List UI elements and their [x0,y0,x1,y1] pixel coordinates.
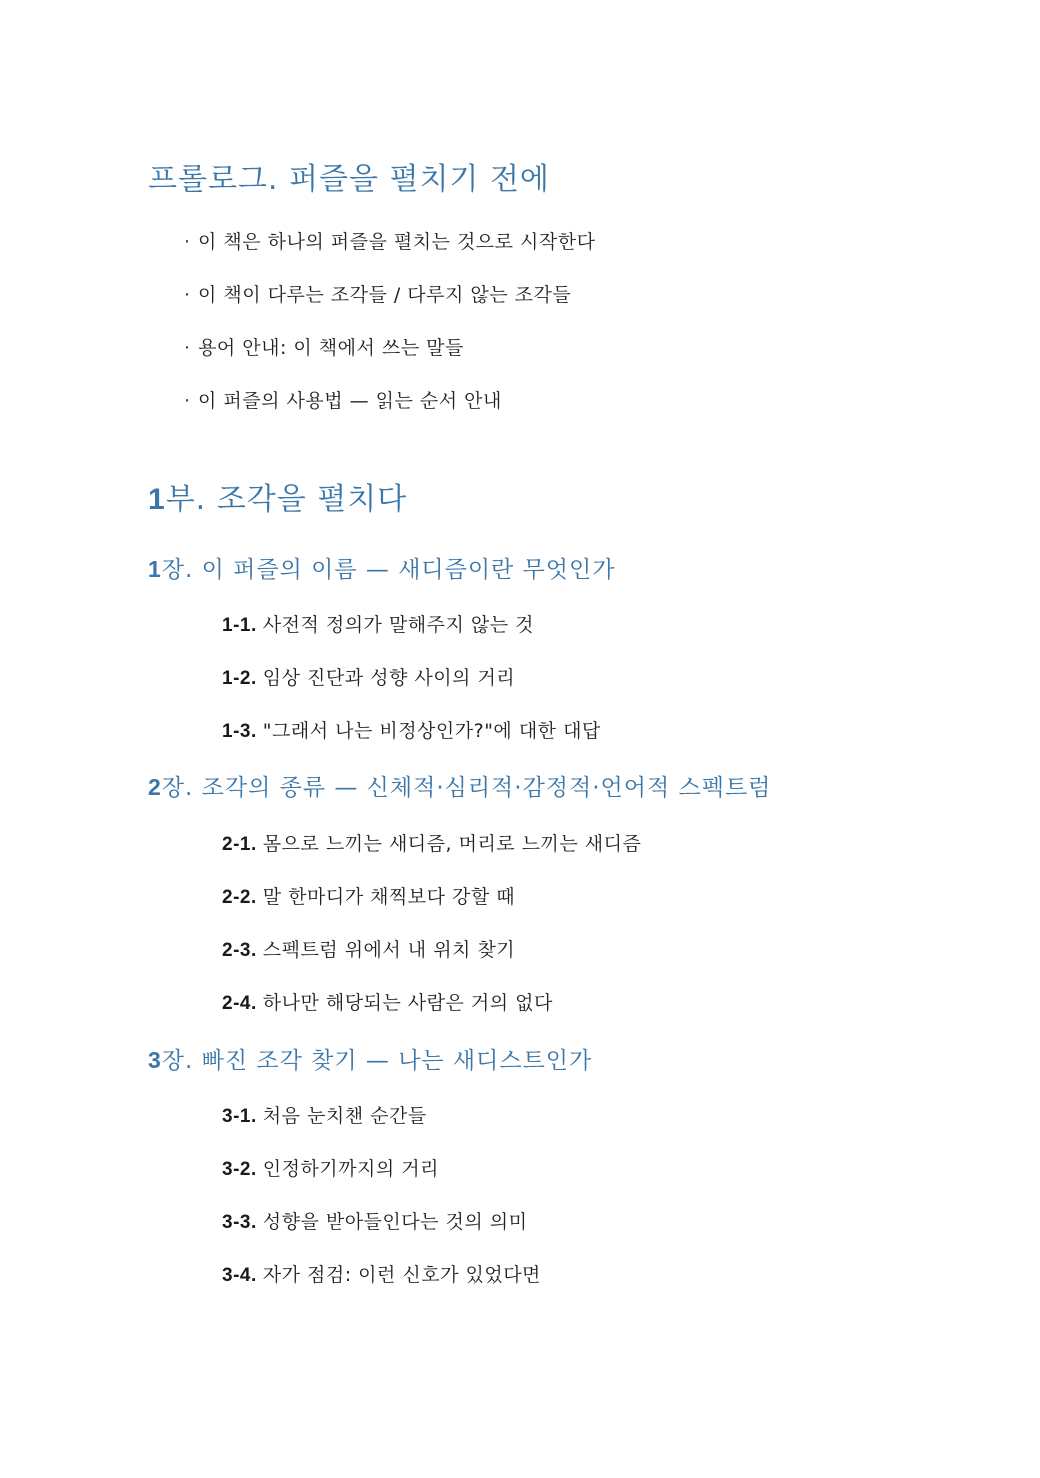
bullet-dot: · [184,231,191,253]
part-1-heading [148,474,407,518]
toc-entry [222,829,641,856]
bullet-dot: · [184,390,191,412]
entry-text: 임상 진단과 성향 사이의 거리 [262,667,516,689]
chapter-number: 1 [148,556,162,582]
toc-entry [222,1101,427,1128]
chapter-3-heading [148,1042,592,1075]
entry-code: 3-1. [222,1106,257,1127]
list-item [184,280,571,307]
toc-entry [222,1207,527,1234]
toc-entry [222,935,515,962]
toc-entry [222,663,515,690]
list-item [184,227,595,254]
toc-entry [222,988,553,1015]
chapter-title: 장. 이 퍼즐의 이름 — 새디즘이란 무엇인가 [161,557,616,583]
entry-code: 3-2. [222,1159,257,1180]
list-item-text: 용어 안내: 이 책에서 쓰는 말들 [198,337,464,359]
prologue-heading: 프롤로그. 퍼즐을 펼치기 전에 [148,162,550,197]
entry-code: 3-4. [222,1265,257,1286]
chapter-1-heading [148,551,615,584]
bullet-dot: · [184,337,191,359]
toc-entry [222,1260,541,1287]
entry-code: 1-3. [222,721,257,742]
entry-code: 2-2. [222,887,257,908]
entry-text: 처음 눈치챈 순간들 [262,1105,427,1127]
entry-text: 사전적 정의가 말해주지 않는 것 [262,614,535,636]
list-item [184,333,464,360]
entry-text: "그래서 나는 비정상인가?"에 대한 대답 [262,720,601,742]
list-item-text: 이 책이 다루는 조각들 / 다루지 않는 조각들 [198,284,572,306]
toc-entry [222,610,534,637]
list-item-text: 이 책은 하나의 퍼즐을 펼치는 것으로 시작한다 [198,231,596,253]
entry-text: 하나만 해당되는 사람은 거의 없다 [262,992,553,1014]
chapter-number: 2 [148,774,162,800]
entry-code: 2-3. [222,940,257,961]
list-item-text: 이 퍼즐의 사용법 — 읽는 순서 안내 [198,390,502,412]
entry-text: 성향을 받아들인다는 것의 의미 [262,1211,528,1233]
entry-text: 말 한마디가 채찍보다 강할 때 [262,886,516,908]
part-title: 부. 조각을 펼치다 [165,482,408,517]
entry-text: 자가 점검: 이런 신호가 있었다면 [262,1264,541,1286]
toc-entry [222,1154,439,1181]
bullet-dot: · [184,284,191,306]
toc-entry [222,716,601,743]
entry-text: 인정하기까지의 거리 [262,1158,439,1180]
entry-text: 몸으로 느끼는 새디즘, 머리로 느끼는 새디즘 [262,833,642,855]
chapter-number: 3 [148,1047,162,1073]
entry-code: 2-1. [222,834,257,855]
chapter-title: 장. 조각의 종류 — 신체적·심리적·감정적·언어적 스펙트럼 [161,775,772,801]
list-item [184,386,502,413]
toc-entry [222,882,515,909]
chapter-title: 장. 빠진 조각 찾기 — 나는 새디스트인가 [161,1048,593,1074]
entry-text: 스펙트럼 위에서 내 위치 찾기 [262,939,516,961]
entry-code: 3-3. [222,1212,257,1233]
entry-code: 1-2. [222,668,257,689]
entry-code: 2-4. [222,993,257,1014]
part-number: 1 [148,483,166,516]
entry-code: 1-1. [222,615,257,636]
chapter-2-heading [148,769,771,802]
